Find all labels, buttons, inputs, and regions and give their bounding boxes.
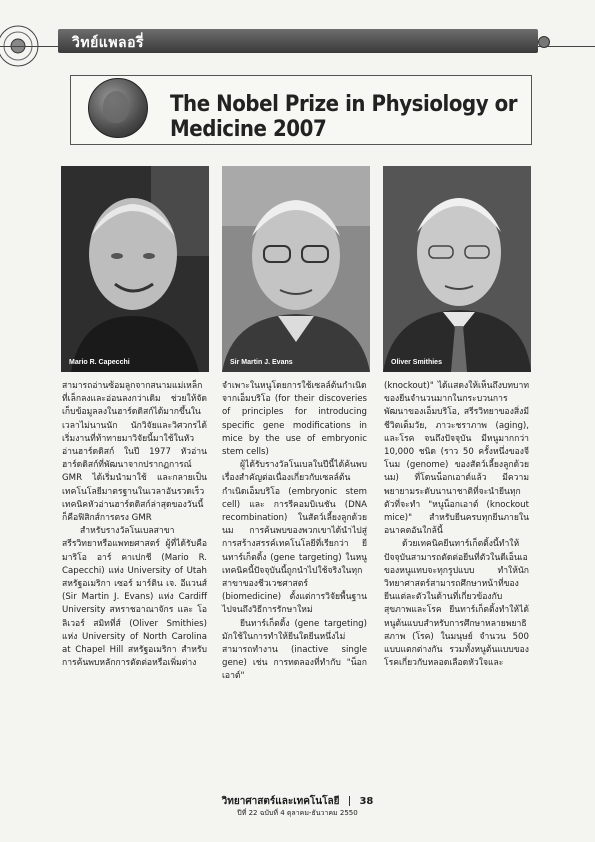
nobel-medal-icon (88, 78, 148, 138)
photo-smithies (383, 166, 531, 372)
paragraph: ผู้ได้รับรางวัลโนเบลในปีนี้ได้ค้นพบเรื่องสำคัญต่อเนื่องเกี่ยวกับเซลล์ต้นกำเนิดเอ็มบริโอ (embryonic stem cell) และ การรีคอมบิเนชัน (DNA recombination) ในสัตว์เลี้ยงลูกด้วยนม การค้นพบของพวกเขาได้นำไปสู่การสร้างสรรค์เทคโนโลยีที่เรียกว่า ยีนทาร์เก็ตติ้ง (gene targeting) ในหนู เทคนิคนี้ปัจจุบันนี้ถูกนำไปใช้จริงในทุกสาขาของชีวเวชศาสตร์ (biomedicine) ตั้งแต่การวิจัยพื้นฐานไปจนถึงวิธีการรักษาใหม่ (222, 460, 367, 616)
magazine-name: วิทยาศาสตร์และเทคโนโลยี (221, 796, 340, 807)
text-column-3 (384, 380, 529, 670)
paragraph: ด้วยเทคนิคยีนทาร์เก็ตติ้งนี้ทำให้ปัจจุบันสามารถตัดต่อยีนที่ตัวในดีเอ็นเอของหนูแทบจะทุกรูปแบบ ทำให้นักวิทยาศาสตร์สามารถศึกษาหน้าที่ของยีนแต่ละตัวในด้านที่เกี่ยวข้องกับสุขภาพและโรค ยีนทาร์เก็ตติ้งทำให้ได้หนูต้นแบบสำหรับการศึกษาหลายพยาธิสภาพ (โรค) ในมนุษย์ จำนวน 500 แบบแตกต่างกัน รวมทั้งหนูต้นแบบของโรคเกี่ยวกับหลอดเลือดหัวใจและ (384, 539, 529, 669)
portrait-smithies-image (383, 166, 531, 372)
photo-capecchi (61, 166, 209, 372)
section-label: วิทย์แพลอรี่ (72, 35, 145, 51)
photo-caption: Mario R. Capecchi (69, 359, 130, 366)
issue-info: ปีที่ 22 ฉบับที่ 4 ตุลาคม-ธันวาคม 2550 (237, 809, 358, 817)
paragraph: ยีนทาร์เก็ตติ้ง (gene targeting) มักใช้ในการทำให้ยีนใดยีนหนึ่งไม่สามารถทำงาน (inactive single gene) เช่น การทดลองที่ทำกับ "น็อกเอาต์" (222, 618, 367, 682)
portrait-capecchi-image (61, 166, 209, 372)
page-number: 38 (359, 796, 374, 807)
paragraph: จำเพาะในหนูโดยการใช้เซลล์ต้นกำเนิดจากเอ็มบริโอ (for their discoveries of principles for introducing specific gene modifications in mice by the use of embryonic stem cells) (222, 381, 367, 458)
photo-caption: Sir Martin J. Evans (230, 359, 293, 366)
portrait-evans-image (222, 166, 370, 372)
text-column-1 (62, 380, 207, 670)
article-title: The Nobel Prize in Physiology or Medicine 2007 (170, 92, 518, 142)
paragraph: สามารถอ่านซ้อมลูกจากสนามแม่เหล็กที่เล็กลงและอ่อนลงกว่าเดิม ช่วยให้จัดเก็บข้อมูลลงในฮาร์ดดิสก์ได้มากขึ้นในเวลาไม่นานนัก นักวิจัยและวิศวกรได้เริ่มงานที่ท้าทายมาวิจัยนี้มาใช้ในหัวอ่านฮาร์ดดิสก์ ในปี 1977 หัวอ่านฮาร์ดดิสก์ที่พัฒนาจากปรากฏการณ์ GMR ได้เริ่มนำมาใช้ และกลายเป็นเทคโนโลยีมาตรฐานในเวลาอันรวดเร็ว เทคนิคหัวอ่านฮาร์ดดิสก์ล่าสุดของวันนี้ก็คือฟิสิกส์การตรง GMR (62, 381, 207, 524)
paragraph: สำหรับรางวัลโนเบลสาขาสรีรวิทยาหรือแพทยศาสตร์ ผู้ที่ได้รับคือ มาริโอ อาร์ คาเปกชี (Mario R. Capecchi) แห่ง University of Utah สหรัฐอเมริกา เซอร์ มาร์ติน เจ. อีแวนส์ (Sir Martin J. Evans) แห่ง Cardiff University สหราชอาณาจักร และ โอลิเวอร์ สมิทที่ส์ (Oliver Smithies) แห่ง University of North Carolina at Chapel Hill สหรัฐอเมริกา สำหรับการค้นพบหลักการตัดต่อหรือเพิ่มต่าง (62, 526, 207, 669)
text-column-2 (222, 380, 367, 684)
paragraph: (knockout)" ได้แสดงให้เห็นถึงบทบาทของยีนจำนวนมากในกระบวนการพัฒนาของเอ็มบริโอ, สรีรวิทยาของสิ่งมีชีวิตเต็มวัย, ภาวะชราภาพ (aging), และโรค จนถึงปัจจุบัน มีหนูมากกว่า 10,000 ชนิด (ราว 50 ครั้งหนึ่งของจีโนม (genome) ของสัตว์เลี้ยงลูกด้วยนม) ที่โดนน็อกเอาต์แล้ว มีความพยายามระดับนานาชาติที่จะนำยีนทุกตัวที่จะทำ "หนูน็อกเอาต์ (knockout mice)" สำหรับยีนครบทุกยีนภายในอนาคตอันใกล้นี้ (384, 381, 529, 537)
footer (0, 794, 595, 809)
photo-caption: Oliver Smithies (391, 359, 442, 366)
section-header-bar (58, 29, 538, 53)
header-dot-icon (538, 36, 550, 48)
photo-evans (222, 166, 370, 372)
